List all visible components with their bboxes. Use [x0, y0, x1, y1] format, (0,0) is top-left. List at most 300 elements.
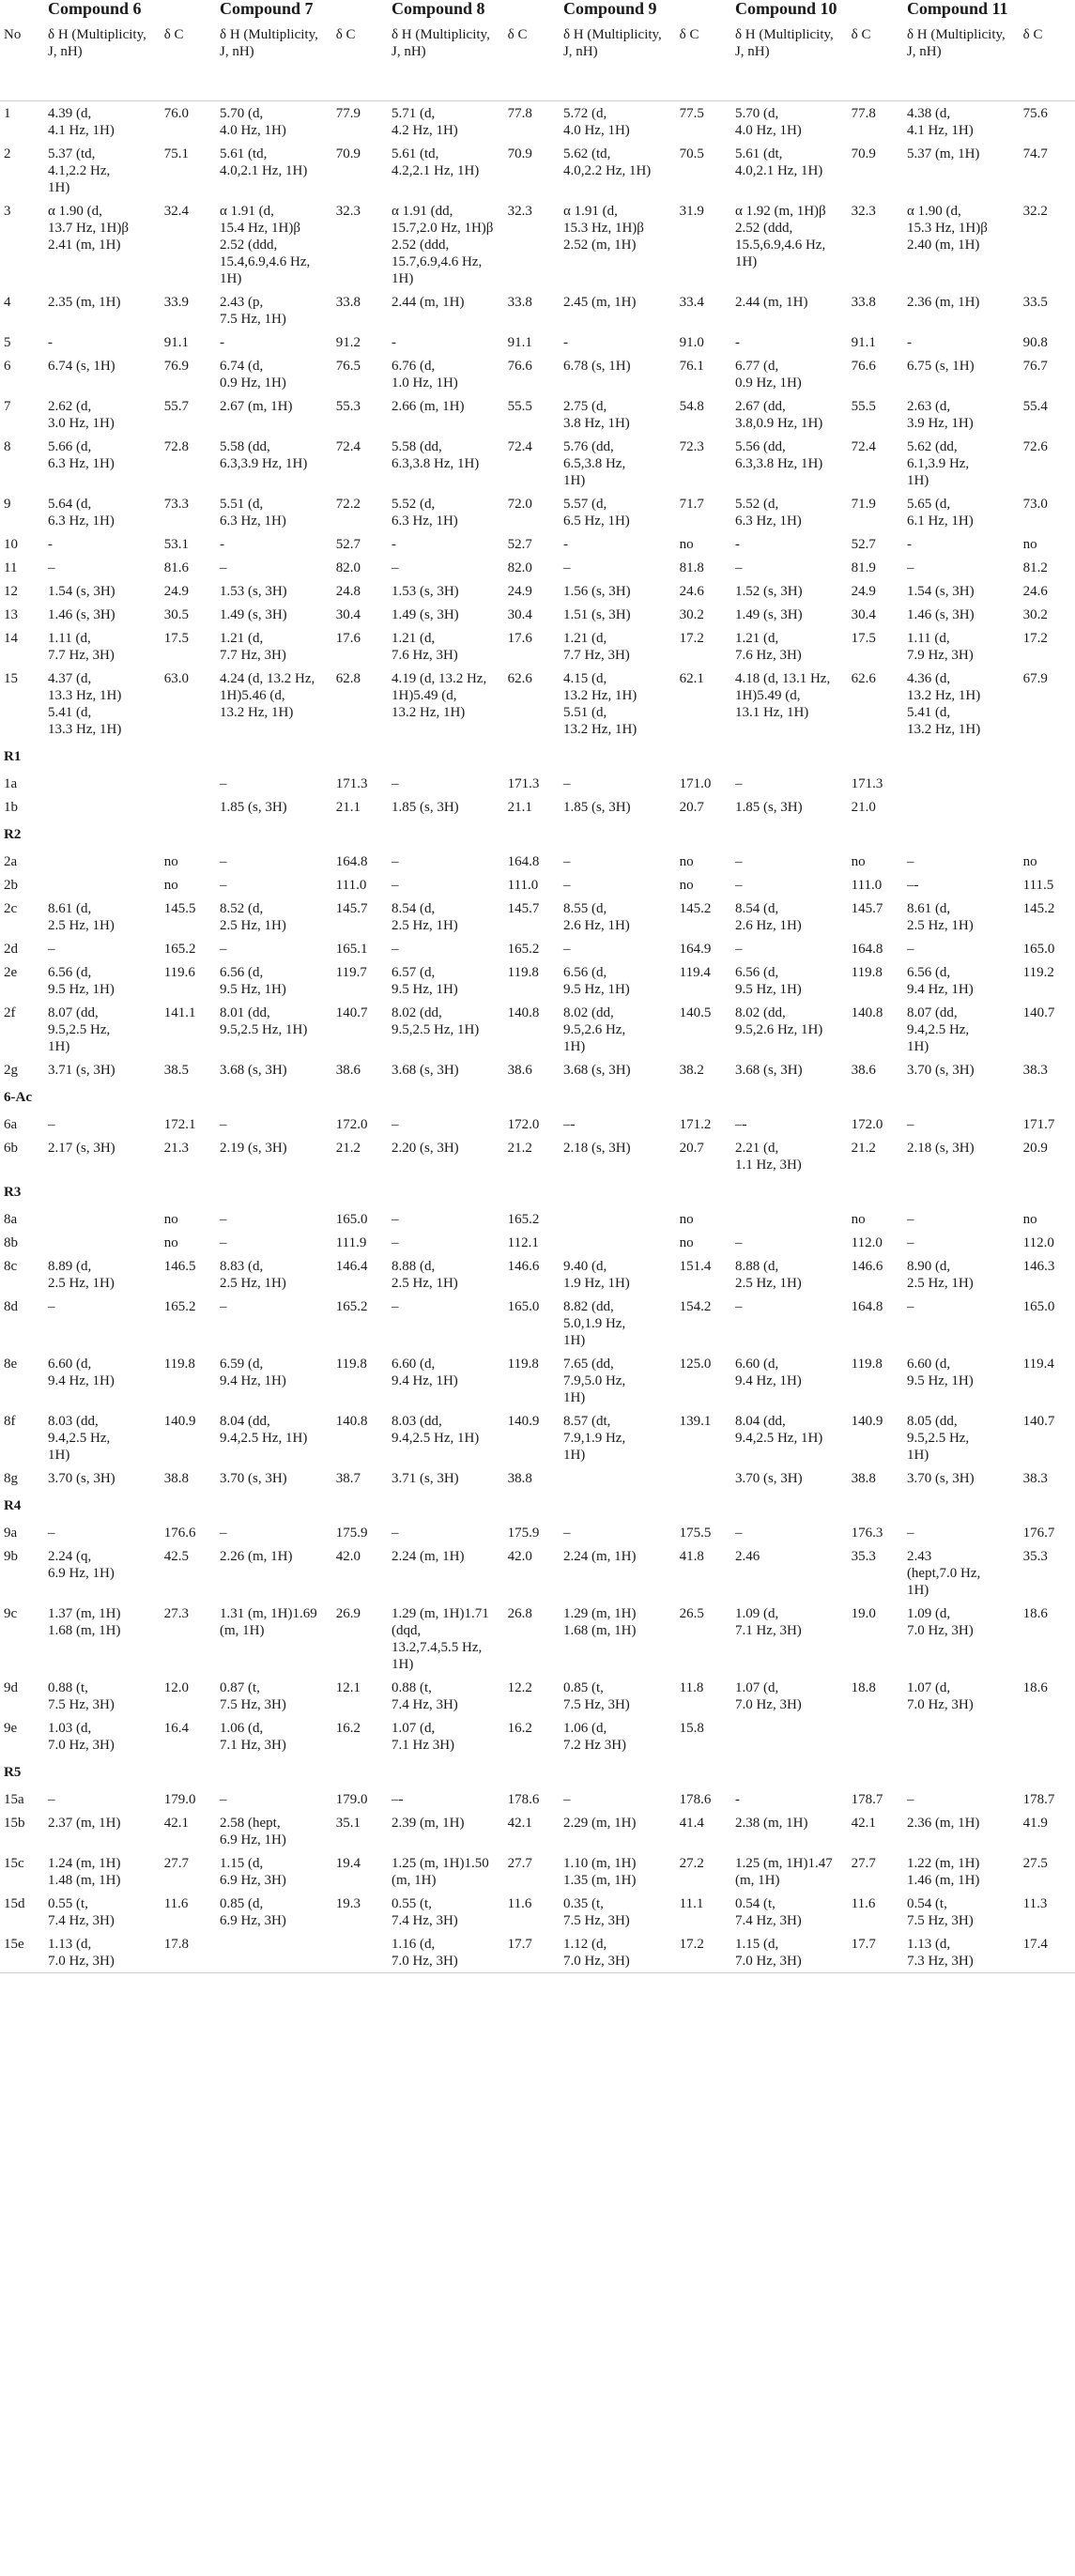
dh-value-cell: 1.29 (m, 1H)1.71 (dqd, 13.2,7.4,5.5 Hz, 1H)	[391, 1606, 489, 1672]
dh-value-cell: 5.71 (d, 4.2 Hz, 1H)	[391, 106, 458, 138]
dc-value-cell: 119.2	[1022, 965, 1054, 980]
dc-column-header: δ C	[332, 21, 388, 101]
dc-value-cell: 140.8	[507, 1005, 540, 1020]
compound-header: Compound 6	[48, 0, 142, 18]
dh-value-cell: –	[734, 560, 743, 575]
dc-value-cell: no	[679, 854, 694, 869]
dh-value-cell: 2.24 (q, 6.9 Hz, 1H)	[48, 1549, 115, 1581]
dh-value-cell: 4.15 (d, 13.2 Hz, 1H) 5.51 (d, 13.2 Hz, 1H)	[562, 671, 637, 737]
dh-value-cell: 8.61 (d, 2.5 Hz, 1H)	[48, 901, 115, 933]
dc-value-cell	[332, 1932, 388, 1973]
table-row	[0, 873, 1075, 897]
group-label: R1	[4, 749, 22, 764]
dc-value-cell: 165.2	[163, 1299, 196, 1314]
table-row	[0, 937, 1075, 960]
dh-value-cell: 3.70 (s, 3H)	[734, 1471, 803, 1486]
dh-value-cell: 2.67 (dd, 3.8,0.9 Hz, 1H)	[734, 399, 823, 431]
dc-value-cell: 91.0	[679, 335, 704, 350]
dh-value-cell: 2.44 (m, 1H)	[734, 295, 808, 310]
dh-value-cell: 6.75 (s, 1H)	[906, 359, 975, 374]
dh-value-cell: –	[391, 776, 399, 791]
dh-value-cell: 6.60 (d, 9.4 Hz, 1H)	[391, 1357, 458, 1388]
dh-value-cell: –	[220, 776, 227, 791]
dc-value-cell: 18.6	[1022, 1680, 1048, 1695]
dh-value-cell: -	[48, 537, 54, 552]
dc-value-cell: 76.9	[163, 359, 189, 374]
position-label: 15	[4, 671, 18, 686]
dc-value-cell: 17.7	[504, 1932, 560, 1973]
dc-value-cell: no	[679, 537, 694, 552]
dc-value-cell: no	[163, 854, 178, 869]
dh-value-cell: –	[734, 854, 743, 869]
dh-value-cell: –	[391, 1212, 399, 1227]
dc-value-cell: 140.7	[1022, 1005, 1055, 1020]
dc-value-cell: 141.1	[163, 1005, 196, 1020]
dc-value-cell: 178.7	[1022, 1792, 1055, 1807]
table-row	[0, 101, 1075, 143]
dc-value-cell: 111.9	[335, 1235, 367, 1250]
dc-value-cell: 119.7	[335, 965, 367, 980]
dc-value-cell: 42.0	[507, 1549, 532, 1564]
dc-value-cell: 27.7	[163, 1856, 189, 1871]
position-label: 8d	[4, 1299, 18, 1314]
dh-value-cell: 6.77 (d, 0.9 Hz, 1H)	[734, 359, 802, 391]
dc-value-cell: 176.3	[851, 1526, 883, 1541]
dh-value-cell: 8.04 (dd, 9.4,2.5 Hz, 1H)	[220, 1414, 308, 1446]
position-label: 8e	[4, 1357, 18, 1372]
dh-value-cell: 5.61 (td, 4.2,2.1 Hz, 1H)	[391, 146, 480, 178]
dc-value-cell: 76.6	[507, 359, 532, 374]
dh-value-cell: 2.24 (m, 1H)	[562, 1549, 637, 1564]
group-row-filler	[44, 819, 1075, 850]
dc-value-cell: 72.4	[851, 439, 876, 454]
dh-value-cell: 0.55 (t, 7.4 Hz, 3H)	[391, 1896, 458, 1928]
group-label: R2	[4, 827, 22, 842]
dc-value-cell: 119.8	[507, 1357, 539, 1372]
dh-value-cell: 8.01 (dd, 9.5,2.5 Hz, 1H)	[220, 1005, 308, 1037]
dh-value-cell: 4.38 (d, 4.1 Hz, 1H)	[906, 106, 974, 138]
dc-value-cell: 52.7	[335, 537, 361, 552]
table-row	[0, 199, 1075, 290]
dh-value-cell: 2.58 (hept, 6.9 Hz, 1H)	[220, 1816, 286, 1848]
dh-value-cell: 2.43 (hept,7.0 Hz, 1H)	[906, 1549, 981, 1598]
dc-value-cell	[1020, 795, 1075, 819]
dc-value-cell: 71.7	[679, 497, 704, 512]
dc-value-cell: 38.6	[335, 1063, 361, 1078]
position-label: 5	[4, 335, 11, 350]
dh-value-cell: α 1.90 (d, 15.3 Hz, 1H)β 2.40 (m, 1H)	[906, 204, 988, 253]
table-row	[0, 1466, 1075, 1490]
dc-value-cell: 21.2	[851, 1141, 876, 1156]
dh-value-cell: 8.05 (dd, 9.5,2.5 Hz, 1H)	[906, 1414, 970, 1463]
table-row	[0, 1136, 1075, 1176]
dc-value-cell	[1020, 1716, 1075, 1756]
dh-value-cell: 5.72 (d, 4.0 Hz, 1H)	[562, 106, 630, 138]
dh-value-cell: 2.37 (m, 1H)	[48, 1816, 121, 1831]
dc-value-cell: 164.8	[335, 854, 368, 869]
dh-value-cell: 6.59 (d, 9.4 Hz, 1H)	[220, 1357, 286, 1388]
dc-value-cell: 19.3	[335, 1896, 361, 1911]
dh-value-cell: 0.85 (d, 6.9 Hz, 3H)	[220, 1896, 286, 1928]
dc-value-cell: 72.4	[335, 439, 361, 454]
dc-value-cell: 26.5	[679, 1606, 704, 1621]
dc-value-cell: 33.8	[851, 295, 876, 310]
dc-value-cell: 24.9	[507, 584, 532, 599]
dc-value-cell: 81.8	[679, 560, 704, 575]
position-label: 6a	[4, 1117, 18, 1132]
dh-value-cell: –	[220, 854, 227, 869]
dc-value-cell: 33.8	[335, 295, 361, 310]
group-row	[0, 1081, 1075, 1112]
dc-value-cell: 145.2	[679, 901, 712, 916]
dh-value-cell: 5.57 (d, 6.5 Hz, 1H)	[562, 497, 630, 529]
dh-value-cell: 6.60 (d, 9.4 Hz, 1H)	[734, 1357, 802, 1388]
position-label: 8g	[4, 1471, 18, 1486]
dh-value-cell: 2.17 (s, 3H)	[48, 1141, 115, 1156]
dh-value-cell: 1.11 (d, 7.9 Hz, 3H)	[906, 631, 974, 663]
table-row	[0, 1521, 1075, 1544]
dh-value-cell	[903, 772, 1020, 795]
dc-value-cell: 146.6	[507, 1259, 540, 1274]
dh-value-cell: 1.25 (m, 1H)1.50 (m, 1H)	[391, 1856, 489, 1888]
dc-value-cell: no	[1022, 537, 1037, 552]
dc-value-cell: 171.0	[679, 776, 712, 791]
dh-value-cell: 7.65 (dd, 7.9,5.0 Hz, 1H)	[562, 1357, 626, 1405]
dh-value-cell: 8.54 (d, 2.6 Hz, 1H)	[734, 901, 802, 933]
dh-value-cell: -	[734, 537, 740, 552]
dc-value-cell: 175.9	[335, 1526, 368, 1541]
position-label: 6	[4, 359, 11, 374]
dh-value-cell: 8.88 (d, 2.5 Hz, 1H)	[734, 1259, 802, 1291]
dh-value-cell: 4.18 (d, 13.1 Hz, 1H)5.49 (d, 13.1 Hz, 1H)	[734, 671, 831, 720]
compound-header: Compound 7	[220, 0, 314, 18]
dc-value-cell: 24.9	[851, 584, 876, 599]
dc-value-cell: 26.8	[507, 1606, 532, 1621]
compound-header-row	[0, 0, 1075, 21]
dc-value-cell: 70.9	[507, 146, 532, 161]
dc-value-cell: 21.1	[335, 800, 361, 815]
dc-value-cell: 11.3	[1022, 1896, 1048, 1911]
dc-value-cell: 165.0	[1022, 1299, 1055, 1314]
dh-value-cell: 1.49 (s, 3H)	[220, 607, 287, 622]
table-row	[0, 960, 1075, 1001]
table-row	[0, 1787, 1075, 1811]
dh-value-cell: α 1.91 (d, 15.4 Hz, 1H)β 2.52 (ddd, 15.4,6.9,4.6 Hz, 1H)	[220, 204, 311, 286]
dh-value-cell: –	[734, 776, 743, 791]
dc-value-cell: no	[163, 878, 178, 893]
dh-value-cell: 1.12 (d, 7.0 Hz, 3H)	[560, 1932, 676, 1973]
dc-value-cell: 171.2	[679, 1117, 712, 1132]
table-row	[0, 1001, 1075, 1058]
dh-value-cell: 4.19 (d, 13.2 Hz, 1H)5.49 (d, 13.2 Hz, 1H)	[391, 671, 487, 720]
dc-value-cell: 27.5	[1022, 1856, 1048, 1871]
dh-value-cell: 2.36 (m, 1H)	[906, 295, 980, 310]
dc-value-cell: 172.0	[335, 1117, 368, 1132]
table-row	[0, 1112, 1075, 1136]
dc-value-cell: 119.8	[851, 1357, 883, 1372]
dh-value-cell	[44, 1231, 161, 1254]
dc-value-cell: 111.5	[1022, 878, 1054, 893]
dc-value-cell: 140.5	[679, 1005, 712, 1020]
dc-value-cell: 41.8	[679, 1549, 704, 1564]
dc-value-cell: 27.3	[163, 1606, 189, 1621]
dh-value-cell: –	[48, 1117, 55, 1132]
position-label: 8	[4, 439, 11, 454]
dh-value-cell: 6.78 (s, 1H)	[562, 359, 631, 374]
position-label: 7	[4, 399, 11, 414]
dc-value-cell: 12.0	[163, 1680, 189, 1695]
column-subheader-row	[0, 21, 1075, 101]
dh-value-cell: 1.21 (d, 7.7 Hz, 3H)	[220, 631, 286, 663]
dh-value-cell: 2.18 (s, 3H)	[906, 1141, 975, 1156]
dh-value-cell: 2.66 (m, 1H)	[391, 399, 465, 414]
dc-value-cell: 38.6	[851, 1063, 876, 1078]
dh-value-cell: 0.88 (t, 7.4 Hz, 3H)	[391, 1680, 458, 1712]
dh-value-cell: 8.83 (d, 2.5 Hz, 1H)	[220, 1259, 286, 1291]
dh-value-cell: -	[734, 1792, 740, 1807]
dc-value-cell: 17.4	[1020, 1932, 1075, 1973]
group-label: 6-Ac	[4, 1090, 32, 1105]
dh-value-cell: –	[220, 1235, 227, 1250]
table-row	[0, 626, 1075, 667]
dh-value-cell: 1.21 (d, 7.7 Hz, 3H)	[562, 631, 630, 663]
dh-value-cell: 1.06 (d, 7.1 Hz, 3H)	[220, 1721, 286, 1753]
position-label: 9	[4, 497, 11, 512]
dc-value-cell: 16.2	[335, 1721, 361, 1736]
dh-value-cell: 5.58 (dd, 6.3,3.9 Hz, 1H)	[220, 439, 308, 471]
table-row	[0, 1544, 1075, 1602]
dh-value-cell: 1.56 (s, 3H)	[562, 584, 631, 599]
dc-value-cell: 140.9	[851, 1414, 883, 1429]
dc-value-cell: 146.6	[851, 1259, 883, 1274]
dc-value-cell: 151.4	[679, 1259, 712, 1274]
dc-value-cell: 119.8	[335, 1357, 367, 1372]
dh-value-cell: 2.45 (m, 1H)	[562, 295, 637, 310]
dh-value-cell: 1.22 (m, 1H) 1.46 (m, 1H)	[906, 1856, 980, 1888]
dh-value-cell: 1.10 (m, 1H) 1.35 (m, 1H)	[562, 1856, 637, 1888]
table-row	[0, 1602, 1075, 1676]
dc-value-cell: 52.7	[851, 537, 876, 552]
dh-value-cell: –	[562, 1792, 571, 1807]
dh-value-cell: 9.40 (d, 1.9 Hz, 1H)	[562, 1259, 630, 1291]
dc-value-cell: 72.6	[1022, 439, 1048, 454]
dh-value-cell: 1.13 (d, 7.3 Hz, 3H)	[903, 1932, 1020, 1973]
dc-value-cell: 33.4	[679, 295, 704, 310]
dh-value-cell: 8.04 (dd, 9.4,2.5 Hz, 1H)	[734, 1414, 823, 1446]
dh-value-cell: 5.56 (dd, 6.3,3.8 Hz, 1H)	[734, 439, 823, 471]
dh-value-cell: -	[220, 537, 224, 552]
dc-value-cell: 21.2	[507, 1141, 532, 1156]
dc-value-cell: 81.6	[163, 560, 189, 575]
dc-value-cell: 112.0	[851, 1235, 883, 1250]
dh-value-cell	[44, 873, 161, 897]
dc-value-cell	[161, 772, 216, 795]
dh-value-cell: –	[220, 942, 227, 957]
dc-value-cell: 72.0	[507, 497, 532, 512]
dh-value-cell: 6.60 (d, 9.5 Hz, 1H)	[906, 1357, 974, 1388]
dh-value-cell: 0.54 (t, 7.5 Hz, 3H)	[906, 1896, 974, 1928]
dh-value-cell: 2.75 (d, 3.8 Hz, 1H)	[562, 399, 630, 431]
dh-value-cell: –	[906, 1117, 914, 1132]
dh-value-cell: -	[48, 335, 54, 350]
dc-value-cell: 140.7	[1022, 1414, 1055, 1429]
dh-value-cell: 5.62 (td, 4.0,2.2 Hz, 1H)	[562, 146, 652, 178]
dc-value-cell: 38.3	[1022, 1063, 1048, 1078]
group-label: R3	[4, 1185, 22, 1200]
position-label: 15b	[4, 1816, 25, 1831]
dc-value-cell: 30.2	[679, 607, 704, 622]
dc-column-header: δ C	[1020, 21, 1075, 101]
table-row	[0, 330, 1075, 354]
group-row-filler	[44, 1176, 1075, 1207]
dh-value-cell: –-	[562, 1117, 576, 1132]
dc-value-cell: 20.7	[679, 1141, 704, 1156]
dc-value-cell: 21.0	[851, 800, 876, 815]
dc-value-cell: 145.7	[335, 901, 368, 916]
dc-value-cell: 30.2	[1022, 607, 1048, 622]
dc-value-cell: 31.9	[679, 204, 704, 219]
dc-value-cell: 62.8	[335, 671, 361, 686]
group-row-filler	[44, 1081, 1075, 1112]
dh-value-cell: –	[906, 1212, 914, 1227]
dh-value-cell: 3.68 (s, 3H)	[734, 1063, 803, 1078]
position-label: 11	[4, 560, 18, 575]
dc-value-cell: 52.7	[507, 537, 532, 552]
dc-value-cell: 73.0	[1022, 497, 1048, 512]
dh-value-cell	[44, 795, 161, 819]
dc-value-cell: 62.6	[851, 671, 876, 686]
dh-value-cell	[731, 1207, 848, 1231]
dc-value-cell: 18.6	[1022, 1606, 1048, 1621]
group-label: R5	[4, 1765, 22, 1780]
dc-value-cell: 62.1	[679, 671, 704, 686]
dc-value-cell: no	[163, 1235, 178, 1250]
dh-value-cell: 8.07 (dd, 9.4,2.5 Hz, 1H)	[906, 1005, 970, 1054]
table-row	[0, 435, 1075, 492]
dh-value-cell: 2.63 (d, 3.9 Hz, 1H)	[906, 399, 974, 431]
dh-value-cell: 1.54 (s, 3H)	[906, 584, 975, 599]
position-label: 8a	[4, 1212, 18, 1227]
dh-column-header: δ H (Multiplicity, J, nH)	[560, 21, 676, 101]
position-label: 2g	[4, 1063, 18, 1078]
dc-value-cell: 55.5	[507, 399, 532, 414]
dc-value-cell: 67.9	[1022, 671, 1048, 686]
dh-value-cell: 1.24 (m, 1H) 1.48 (m, 1H)	[48, 1856, 121, 1888]
dc-value-cell: 164.9	[679, 942, 712, 957]
dc-value-cell: 11.6	[163, 1896, 189, 1911]
dh-value-cell: -	[220, 335, 224, 350]
dc-value-cell: no	[679, 878, 694, 893]
dc-value-cell: 145.2	[1022, 901, 1055, 916]
dc-value-cell: 145.7	[851, 901, 883, 916]
dh-value-cell: 6.60 (d, 9.4 Hz, 1H)	[48, 1357, 115, 1388]
dh-value-cell: 8.61 (d, 2.5 Hz, 1H)	[906, 901, 974, 933]
dh-value-cell: 5.66 (d, 6.3 Hz, 1H)	[48, 439, 115, 471]
dc-value-cell: 139.1	[679, 1414, 712, 1429]
dc-value-cell: 33.5	[1022, 295, 1048, 310]
dc-value-cell: 21.3	[163, 1141, 189, 1156]
dh-value-cell: 6.56 (d, 9.5 Hz, 1H)	[562, 965, 630, 997]
dc-value-cell: no	[679, 1212, 694, 1227]
position-label: 1b	[4, 800, 18, 815]
position-label: 8b	[4, 1235, 18, 1250]
dc-value-cell: 24.6	[1022, 584, 1048, 599]
dh-value-cell: α 1.92 (m, 1H)β 2.52 (ddd, 15.5,6.9,4.6 Hz, 1H)	[734, 204, 826, 269]
table-row	[0, 1851, 1075, 1892]
dh-value-cell: –	[391, 1299, 399, 1314]
table-row	[0, 1207, 1075, 1231]
dc-value-cell: 76.7	[1022, 359, 1048, 374]
table-row	[0, 667, 1075, 741]
dc-value-cell: 32.3	[851, 204, 876, 219]
dh-value-cell: 6.74 (s, 1H)	[48, 359, 115, 374]
dc-value-cell: 21.2	[335, 1141, 361, 1156]
dc-value-cell: 76.6	[851, 359, 876, 374]
dh-value-cell: –-	[906, 878, 919, 893]
table-row	[0, 1254, 1075, 1295]
dc-value-cell: 11.1	[679, 1896, 704, 1911]
dc-value-cell: 32.4	[163, 204, 189, 219]
dh-value-cell: 0.55 (t, 7.4 Hz, 3H)	[48, 1896, 115, 1928]
table-row	[0, 1932, 1075, 1973]
dh-value-cell: 1.13 (d, 7.0 Hz, 3H)	[44, 1932, 161, 1973]
dc-value-cell: 15.8	[679, 1721, 704, 1736]
dc-value-cell: 165.0	[335, 1212, 368, 1227]
dh-value-cell: 1.29 (m, 1H) 1.68 (m, 1H)	[562, 1606, 637, 1638]
dh-column-header: δ H (Multiplicity, J, nH)	[216, 21, 332, 101]
dh-value-cell: 1.31 (m, 1H)1.69 (m, 1H)	[220, 1606, 317, 1638]
dc-value-cell: 145.7	[507, 901, 540, 916]
dc-column-header: δ C	[676, 21, 731, 101]
dc-value-cell: 12.1	[335, 1680, 361, 1695]
dc-value-cell: no	[679, 1235, 694, 1250]
dh-value-cell: –	[734, 1235, 743, 1250]
position-label: 9b	[4, 1549, 18, 1564]
dh-value-cell: -	[391, 537, 396, 552]
dh-value-cell: 3.70 (s, 3H)	[906, 1471, 975, 1486]
table-row	[0, 354, 1075, 394]
dh-value-cell: 8.02 (dd, 9.5,2.5 Hz, 1H)	[391, 1005, 480, 1037]
dh-value-cell: 6.56 (d, 9.4 Hz, 1H)	[906, 965, 974, 997]
table-row	[0, 579, 1075, 603]
dc-value-cell: 24.9	[163, 584, 189, 599]
dh-value-cell: 5.37 (m, 1H)	[906, 146, 980, 161]
dc-value-cell: 17.7	[848, 1932, 903, 1973]
table-row	[0, 1231, 1075, 1254]
dh-value-cell: –-	[734, 1117, 747, 1132]
dc-value-cell: 38.3	[1022, 1471, 1048, 1486]
dc-value-cell: 140.8	[335, 1414, 368, 1429]
corner-cell	[0, 0, 44, 21]
dh-value-cell: –	[220, 878, 227, 893]
position-label: 1	[4, 106, 11, 121]
dc-value-cell: 81.2	[1022, 560, 1048, 575]
dh-value-cell: 0.35 (t, 7.5 Hz, 3H)	[562, 1896, 630, 1928]
position-label: 15a	[4, 1792, 24, 1807]
dc-value-cell: 74.7	[1022, 146, 1048, 161]
dh-value-cell: 1.15 (d, 7.0 Hz, 3H)	[731, 1932, 848, 1973]
dc-value-cell: 11.6	[507, 1896, 532, 1911]
dc-value-cell: 77.5	[679, 106, 704, 121]
dc-value-cell: 77.8	[851, 106, 876, 121]
dh-value-cell: 0.85 (t, 7.5 Hz, 3H)	[562, 1680, 630, 1712]
dh-value-cell: 1.06 (d, 7.2 Hz 3H)	[562, 1721, 627, 1753]
dc-value-cell: 119.8	[507, 965, 539, 980]
dc-value-cell: 140.7	[335, 1005, 368, 1020]
position-label: 12	[4, 584, 18, 599]
dc-value-cell: 91.1	[163, 335, 189, 350]
dc-value-cell: 171.3	[335, 776, 368, 791]
